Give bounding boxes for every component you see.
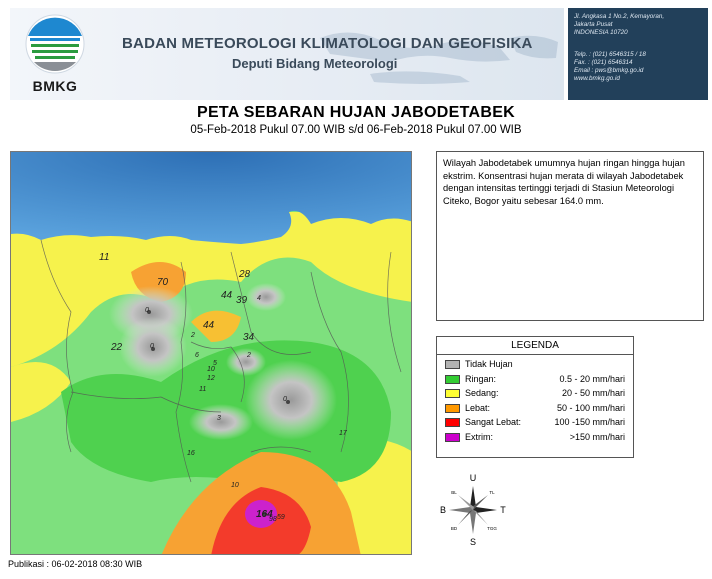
legend-range: 20 - 50 mm/hari: [561, 388, 625, 398]
rain-value-label: 10: [231, 482, 239, 489]
legend-item: [437, 401, 633, 416]
legend-item: [437, 372, 633, 387]
page-subtitle: 05-Feb-2018 Pukul 07.00 WIB s/d 06-Feb-2018 Pukul 07.00 WIB: [190, 124, 522, 136]
rain-value-label: 164: [256, 509, 273, 520]
contact-info: [568, 8, 708, 100]
rain-value-label: 11: [99, 252, 110, 263]
legend-range: 0.5 - 20 mm/hari: [559, 373, 625, 384]
rainfall-map: [10, 151, 412, 555]
organization-name: BADAN METEOROLOGI KLIMATOLOGI DAN GEOFISIKA: [122, 35, 533, 52]
description-box: Wilayah Jabodetabek umumnya hujan ringan hingga hujan ekstrim. Konsentrasi hujan merata di wilayah Jabodetabek dengan intensitas tertinggi terjadi di Stasiun Meteorologi Citeko, Bogor yaitu sebesar 164.0 mm.: [436, 151, 704, 321]
compass-rose-icon: [440, 472, 506, 546]
legend-title: LEGENDA: [437, 337, 633, 355]
rain-value-label: 6: [195, 352, 199, 359]
address-line-2: Jakarta Pusat: [574, 21, 613, 28]
legend-item: [437, 430, 633, 445]
legend-range: 100 -150 mm/hari: [554, 417, 625, 427]
page-title: PETA SEBARAN HUJAN JABODETABEK: [196, 104, 516, 121]
rain-value-label: 2: [191, 332, 195, 339]
rain-value-label: 44: [221, 290, 233, 301]
rain-value-label: 0: [150, 343, 154, 350]
legend-label: Sedang:: [465, 388, 499, 398]
rain-value-label: 44: [203, 320, 215, 331]
rain-value-label: 2: [247, 352, 251, 359]
fax: Fax. : (021) 6546314: [574, 59, 633, 66]
legend-label: Ringan:: [465, 373, 497, 384]
rain-value-label: 0: [283, 396, 287, 403]
compass-north: U: [469, 473, 477, 483]
compass-nw: BL: [451, 490, 457, 495]
compass-ne: TL: [489, 490, 495, 495]
legend-label: Lebat:: [465, 402, 491, 413]
rain-value-label: 70: [157, 277, 169, 288]
legend-swatch: [445, 375, 460, 384]
address-line-1: Jl. Angkasa 1 No.2, Kemayoran,: [574, 13, 665, 20]
no-rain-zone-6: [189, 404, 253, 440]
legend-label: Extrim:: [465, 431, 493, 442]
rain-value-label: 17: [339, 430, 347, 437]
rainfall-map-svg: [11, 152, 412, 555]
legend-swatch: [445, 418, 460, 427]
organization-subtitle: Deputi Bidang Meteorologi: [232, 56, 398, 71]
logo-text: BMKG: [32, 78, 78, 94]
header-main: [10, 8, 564, 100]
rain-value-label: 16: [187, 450, 195, 457]
no-rain-zone-5: [226, 348, 266, 376]
legend-swatch: [445, 389, 460, 398]
legend-swatch: [445, 404, 460, 413]
legend-item: [437, 415, 633, 430]
rain-value-label: 3: [217, 415, 221, 422]
indonesia-map-watermark: [310, 8, 564, 100]
rain-value-label: 28: [239, 269, 251, 280]
rain-value-label: 39: [236, 295, 248, 306]
compass-south: S: [469, 537, 477, 546]
rain-value-label: 0: [145, 307, 149, 314]
legend-item: [437, 386, 633, 401]
compass-east: T: [500, 505, 506, 515]
legend-label: Sangat Lebat:: [465, 417, 522, 427]
rain-value-label: 11: [199, 386, 207, 393]
website: www.bmkg.go.id: [574, 75, 620, 82]
rain-value-label: 12: [207, 375, 215, 382]
rain-value-label: 10: [207, 366, 215, 373]
legend-swatch: [445, 360, 460, 369]
rain-value-label: 59: [277, 514, 285, 521]
header-banner: [10, 8, 708, 100]
telephone: Telp. : (021) 6546315 / 18: [574, 51, 646, 58]
email: Email : pws@bmkg.go.id: [574, 67, 644, 74]
rain-value-label: 98: [269, 516, 277, 523]
rain-value-label: 4: [257, 295, 261, 302]
no-rain-zone-4: [246, 283, 286, 311]
publication-time: Publikasi : 06-02-2018 08:30 WIB: [8, 559, 143, 569]
compass-se: TGG: [487, 526, 497, 531]
legend: [436, 336, 634, 458]
address-line-3: INDONESIA 10720: [574, 29, 628, 36]
legend-range: >150 mm/hari: [569, 431, 625, 442]
rain-value-label: 34: [243, 332, 255, 343]
compass-sw: BD: [450, 526, 458, 531]
legend-item: [437, 357, 633, 372]
compass-west: B: [440, 505, 447, 515]
legend-swatch: [445, 433, 460, 442]
rain-value-label: 5: [213, 360, 217, 367]
rain-value-label: 22: [111, 342, 123, 353]
legend-label: Tidak Hujan: [465, 359, 513, 369]
legend-range: 50 - 100 mm/hari: [556, 402, 625, 413]
